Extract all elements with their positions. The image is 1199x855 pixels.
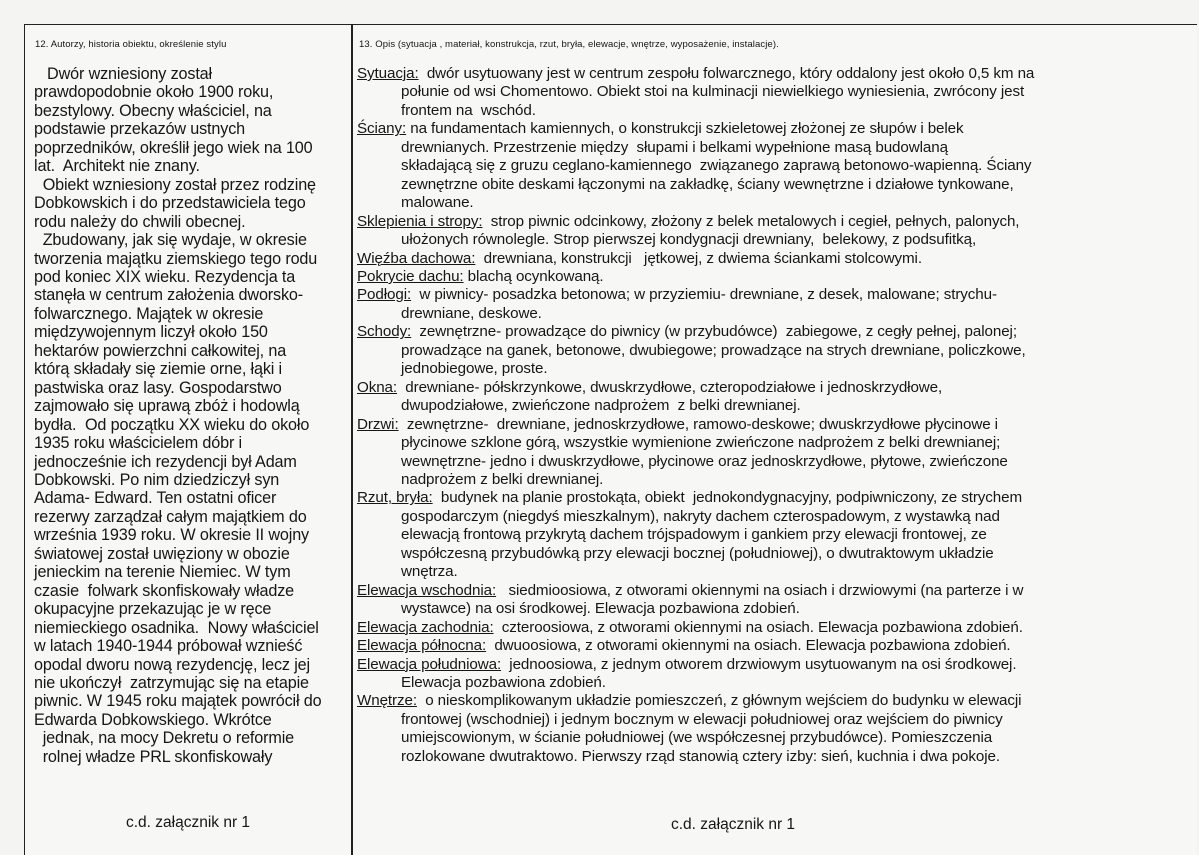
history-line: Edwarda Dobkowskiego. Wkrótce — [34, 710, 272, 729]
section-label: Wnętrze: — [357, 692, 417, 710]
history-line: rolnej władze PRL skonfiskowały — [34, 747, 273, 766]
history-line: stanęła w centrum założenia dworsko- — [34, 286, 304, 305]
history-line: lat. Architekt nie znany. — [34, 157, 200, 176]
description-line — [357, 656, 1195, 674]
description-line — [357, 619, 1195, 637]
description-line — [357, 489, 1195, 507]
description-footer: c.d. załącznik nr 1 — [671, 816, 796, 833]
description-line — [357, 637, 1195, 655]
section-text: blachą ocynkowaną. — [463, 267, 604, 285]
section-text: zewnętrzne- prowadzące do piwnicy (w przybudówce) zabiegowe, z cegły pełnej, palonej; — [411, 323, 1017, 341]
history-line: nie ukończył zatrzymując się na etapie — [34, 673, 309, 692]
history-line: którą składały się ziemie orne, łąki i — [34, 360, 283, 379]
history-line: opodal dworu nową rezydencję, lecz jej — [34, 655, 310, 674]
history-line: niemieckiego osadnika. Nowy właściciel — [34, 618, 319, 637]
section-label: Pokrycie dachu: — [357, 267, 464, 285]
section-text: zewnętrzne- drewniane, jednoskrzydłowe, ramowo-deskowe; dwuskrzydłowe płycinowe i — [398, 415, 998, 433]
section-text: składającą się z gruzu ceglano-kamiennego związanego zaprawą betonowo-wapienną. Ściany — [401, 157, 1032, 175]
history-footer: c.d. załącznik nr 1 — [126, 814, 251, 831]
section-text: Elewacja pozbawiona zdobień. — [401, 673, 606, 691]
description-line — [357, 139, 1195, 157]
history-line: międzywojennym liczył około 150 — [34, 323, 268, 342]
section-text: drewniane- półskrzynkowe, dwuskrzydłowe, czteropodziałowe i jednoskrzydłowe, — [397, 378, 943, 396]
section-label: Elewacja południowa: — [357, 655, 502, 673]
section-text: drewnianych. Przestrzenie między słupami i belkami wypełnione masą budowlaną — [401, 138, 948, 156]
description-line — [357, 268, 1195, 286]
history-line: Dobkowskich i do przedstawiciela tego — [34, 194, 306, 213]
history-line: rodu należy do chwili obecnej. — [34, 212, 246, 231]
section-label: Sytuacja: — [357, 65, 419, 82]
history-line: Zbudowany, jak się wydaje, w okresie — [34, 231, 307, 250]
section-label: Schody: — [357, 323, 412, 341]
section-text: rozlokowane dwutraktowo. Pierwszy rząd stanowią cztery izby: sień, kuchnia i dwa pokoje. — [401, 747, 1000, 765]
history-line: bezstylowy. Obecny właściciel, na — [34, 101, 272, 120]
description-line — [357, 379, 1195, 397]
section-text: siedmioosiowa, z otworami okiennymi na osiach i drzwiowymi (na parterze i w — [496, 581, 1024, 599]
history-line: września 1939 roku. W okresie II wojny — [34, 526, 309, 545]
description-line — [357, 453, 1195, 471]
section-text: frontowej (wschodniej) i jednym bocznym w elewacji południowej oraz wejściem do piwnicy — [401, 710, 1003, 728]
description-line — [357, 692, 1195, 710]
section-text: czteroosiowa, z otworami okiennymi na osiach. Elewacja pozbawiona zdobień. — [493, 618, 1023, 636]
section-label: Rzut, bryła: — [357, 489, 433, 507]
description-text — [357, 65, 1195, 766]
description-line — [357, 305, 1195, 323]
history-line: rezerwy zarządzał całym majątkiem do — [34, 507, 307, 526]
section-text: frontem na wschód. — [401, 101, 536, 119]
description-line — [357, 231, 1195, 249]
section-label: Elewacja północna: — [357, 637, 487, 655]
section-text: ułożonych równolegle. Strop pierwszej kondygnacji drewniany, belekowy, z podsufitką, — [401, 231, 977, 249]
section-text: budynek na planie prostokąta, obiekt jednokondygnacyjny, podpiwniczony, ze strychem — [432, 489, 1023, 507]
section-label: Sklepienia i stropy: — [357, 212, 483, 230]
section-label: Elewacja zachodnia: — [357, 618, 494, 636]
section-text: zewnętrzne obite deskami łączonymi na zakładkę, ściany wewnętrzne i działowe tynkowane, — [401, 175, 1014, 193]
section-text: umiejscowionym, w ścianie południowej (we współczesnej przybudówce). Pomieszczenia — [401, 729, 993, 747]
description-line — [357, 545, 1195, 563]
history-line: folwarcznego. Majątek w okresie — [34, 304, 264, 323]
description-line — [357, 748, 1195, 766]
history-line: podstawie przekazów ustnych — [34, 120, 245, 139]
history-line: pastwiska oraz lasy. Gospodarstwo — [34, 378, 282, 397]
history-line: Obiekt wzniesiony został przez rodzinę — [34, 175, 316, 194]
description-line — [357, 416, 1195, 434]
history-line: tworzenia majątku ziemskiego tego rodu — [34, 249, 318, 268]
history-line: w latach 1940-1944 próbował wznieść — [34, 637, 303, 656]
history-line: pod koniec XIX wieku. Rezydencja ta — [34, 267, 296, 286]
history-column — [25, 25, 353, 855]
section-label: Drzwi: — [357, 415, 399, 433]
section-label: Elewacja wschodnia: — [357, 581, 497, 599]
section-label: Podłogi: — [357, 286, 412, 304]
description-line — [357, 176, 1195, 194]
description-line — [357, 213, 1195, 231]
history-line: okupacyjne przekazując je w ręce — [34, 600, 272, 619]
section-text: drewniana, konstrukcji jętkowej, z dwiema ściankami stolcowymi. — [475, 249, 922, 267]
description-header: 13. Opis (sytuacja , materiał, konstrukcja, rzut, bryła, elewacje, wnętrze, wyposażenie, instalacje). — [359, 39, 779, 50]
section-text: płycinowe szklone górą, wszystkie wymienione zwieńczone nadprożem z belki drewnianej; — [401, 434, 1001, 452]
section-text: gospodarczym (niegdyś mieszkalnym), nakryty dachem czterospadowym, z wystawką nad — [401, 507, 1000, 525]
description-column — [353, 25, 1197, 855]
description-line — [357, 65, 1195, 83]
history-line: jenieckim na terenie Niemiec. W tym — [34, 563, 291, 582]
history-line: czasie folwark skonfiskowały władze — [34, 581, 294, 600]
section-text: prowadzące na ganek, betonowe, dwubiegowe; prowadzące na strych drewniane, policzkowe, — [401, 341, 1026, 359]
history-line: jednak, na mocy Dekretu o reformie — [34, 729, 295, 748]
history-line: piwnic. W 1945 roku majątek powrócił do — [34, 692, 322, 711]
description-line — [357, 563, 1195, 581]
section-text: elewacją frontową przykrytą dachem trójspadowym i gankiem przy elewacji frontowej, ze — [401, 526, 987, 544]
description-line — [357, 508, 1195, 526]
form-sheet — [24, 24, 1197, 855]
description-line — [357, 729, 1195, 747]
section-text: strop piwnic odcinkowy, złożony z belek metalowych i cegieł, pełnych, palonych, — [482, 212, 1020, 230]
section-text: w piwnicy- posadzka betonowa; w przyziemiu- drewniane, z desek, malowane; strychu- — [411, 286, 997, 304]
history-line: Dwór wzniesiony został — [34, 65, 212, 83]
section-text: malowane. — [401, 194, 474, 212]
history-line: hektarów powierzchni całkowitej, na — [34, 341, 287, 360]
description-line — [357, 157, 1195, 175]
section-text: dwuoosiowa, z otworami okiennymi na osiach. Elewacja pozbawiona zdobień. — [486, 637, 1011, 655]
section-text: wewnętrzne- jedno i dwuskrzydłowe, płycinowe oraz jednoskrzydłowe, płytowe, zwieńczone — [401, 452, 1008, 470]
description-line — [357, 526, 1195, 544]
description-line — [357, 582, 1195, 600]
description-line — [357, 120, 1195, 138]
description-line — [357, 471, 1195, 489]
history-line: jednocześnie ich rezydencji był Adam — [34, 452, 297, 471]
history-header: 12. Autorzy, historia obiektu, określenie stylu — [35, 39, 227, 50]
description-line — [357, 102, 1195, 120]
section-label: Ściany: — [357, 120, 407, 138]
description-line — [357, 600, 1195, 618]
section-text: dwupodziałowe, zwieńczone nadprożem z belki drewnianej. — [401, 397, 801, 415]
section-text: wnętrza. — [401, 563, 458, 581]
section-label: Więźba dachowa: — [357, 249, 476, 267]
section-text: na fundamentach kamiennych, o konstrukcji szkieletowej złożonej ze słupów i belek — [406, 120, 964, 138]
description-line — [357, 711, 1195, 729]
history-line: 1935 roku właścicielem dóbr i — [34, 434, 242, 453]
history-line: światowej został uwięziony w obozie — [34, 544, 290, 563]
history-line: bydła. Od początku XX wieku do około — [34, 415, 310, 434]
description-line — [357, 397, 1195, 415]
section-text: współczesną przybudówką przy elewacji bocznej (południowej), o dwutraktowym układzie — [401, 544, 994, 562]
section-text: jednobiegowe, proste. — [401, 360, 548, 378]
description-line — [357, 674, 1195, 692]
history-line: prawdopodobnie około 1900 roku, — [34, 83, 274, 102]
section-text: o nieskomplikowanym układzie pomieszczeń, z głównym wejściem do budynku w elewacji — [416, 692, 1022, 710]
section-text: nadprożem z belki drewnianej. — [401, 470, 604, 488]
history-line: zajmowało się uprawą zbóż i hodowlą — [34, 397, 300, 416]
section-text: połunie od wsi Chomentowo. Obiekt stoi na kulminacji niewielkiego wyniesienia, zwrócony jest — [401, 83, 1025, 101]
description-line — [357, 360, 1195, 378]
description-line — [357, 83, 1195, 101]
section-text: drewniane, deskowe. — [401, 304, 542, 322]
section-text: dwór usytuowany jest w centrum zespołu folwarcznego, który oddalony jest około 0,5 km na — [418, 65, 1035, 82]
history-text — [34, 65, 352, 766]
description-line — [357, 434, 1195, 452]
description-line — [357, 194, 1195, 212]
description-line — [357, 250, 1195, 268]
section-label: Okna: — [357, 378, 398, 396]
section-text: jednoosiowa, z jednym otworem drzwiowym usytuowanym na osi środkowej. — [501, 655, 1017, 673]
history-line: poprzedników, określił jego wiek na 100 — [34, 138, 313, 157]
history-line: Adama- Edward. Ten ostatni oficer — [34, 489, 277, 508]
description-line — [357, 342, 1195, 360]
history-line: Dobkowski. Po nim dziedziczył syn — [34, 470, 280, 489]
description-line — [357, 286, 1195, 304]
section-text: wystawce) na osi środkowej. Elewacja pozbawiona zdobień. — [401, 600, 800, 618]
description-line — [357, 323, 1195, 341]
